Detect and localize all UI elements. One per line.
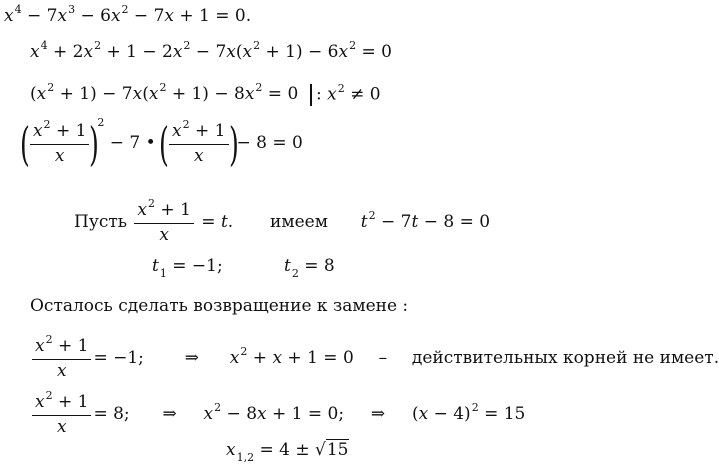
equation-grouped: $x^4 + 2x^2 + 1 - 2x^2 - 7x(x^2 + 1) - 6x^2 = 0$ xyxy=(30,39,392,62)
case-first: $\frac{x^2 + 1}{x}$ = −1; ⇒ $x^2 + x + 1 = 0$ – действительных корней не имеет. xyxy=(30,336,719,381)
implies-arrow-icon: ⇒ xyxy=(184,348,199,368)
no-real-roots-text: действительных корней не имеет. xyxy=(411,348,719,368)
roots-t1: $t_1 = -1$; xyxy=(152,256,223,280)
substitution-line: Пусть $\frac{x^2 + 1}{x}$ = t. имеем $t^2 - 7t - 8 = 0$ xyxy=(74,197,491,245)
equation-fraction-form: ( $\frac{x^2 + 1}{x}$ )$^2$ − 7 • ( $\frac{x^2 + 1}{x}$ )− 8 = 0 xyxy=(20,116,303,171)
final-roots: $x_{1,2} = 4 \pm √15$ xyxy=(226,440,349,464)
word-have: имеем xyxy=(270,212,328,232)
roots-t2: $t_2 = 8$ xyxy=(284,256,335,280)
divide-bar-icon xyxy=(310,84,312,106)
case-second: $\frac{x^2 + 1}{x}$ = 8; ⇒ $x^2 - 8x + 1 = 0$; ⇒ $(x - 4)^2 = 15$ xyxy=(30,392,525,437)
implies-arrow-icon: ⇒ xyxy=(162,404,177,424)
return-text: Осталось сделать возвращение к замене : xyxy=(30,296,409,316)
word-let: Пусть xyxy=(74,212,128,232)
equation-original: $x^4 - 7x^3 - 6x^2 - 7x + 1 = 0$. xyxy=(4,3,252,26)
divide-note: : $x^2 \ne 0$ xyxy=(310,84,381,107)
equation-factored: $(x^2 + 1) - 7x(x^2 + 1) - 8x^2 = 0$ xyxy=(30,81,299,104)
implies-arrow-icon: ⇒ xyxy=(370,404,386,424)
